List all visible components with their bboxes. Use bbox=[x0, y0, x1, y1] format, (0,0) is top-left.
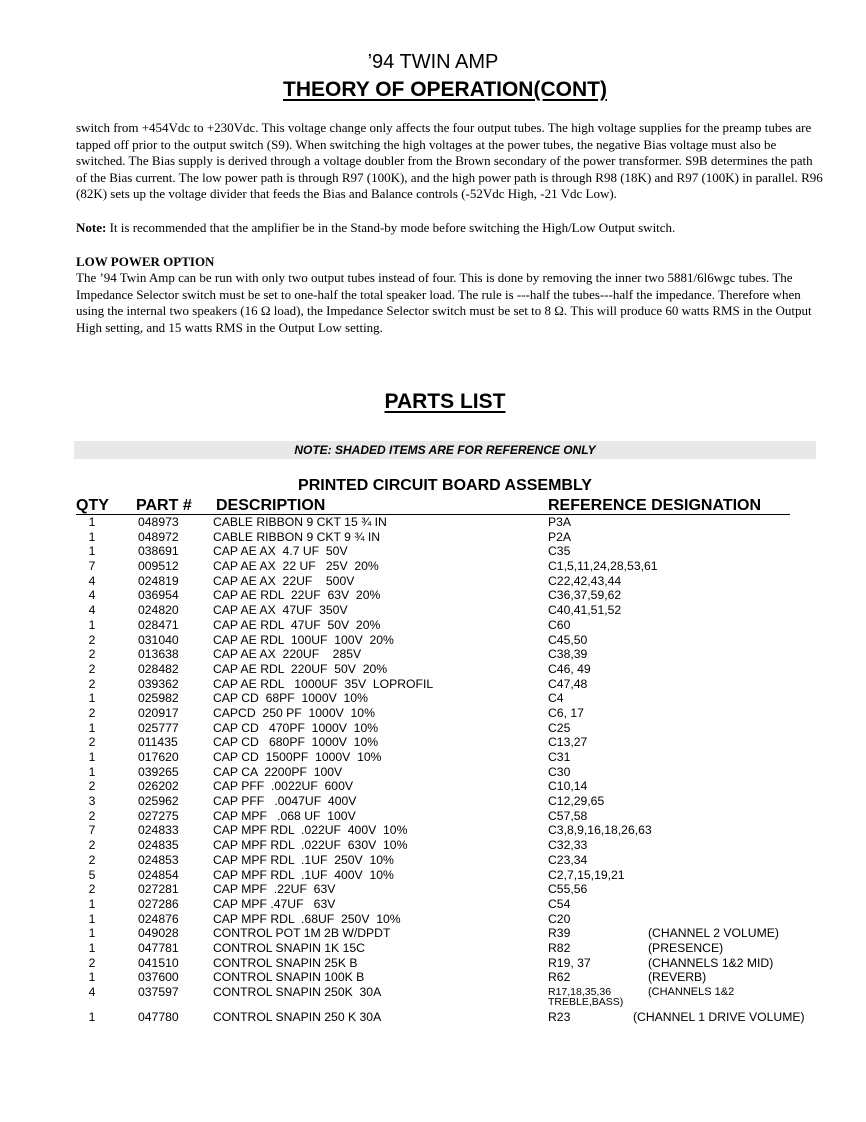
part-number-cell: 017620 bbox=[138, 750, 179, 764]
table-row bbox=[0, 882, 866, 897]
qty-cell: 2 bbox=[88, 676, 96, 691]
reference-cell: C6, 17 bbox=[548, 705, 584, 720]
table-row bbox=[0, 809, 866, 824]
qty-cell: 2 bbox=[88, 852, 96, 867]
table-row bbox=[0, 956, 866, 971]
table-row bbox=[0, 559, 866, 574]
qty-cell: 4 bbox=[88, 588, 96, 603]
reference-cell: R19, 37 bbox=[548, 955, 591, 970]
qty-cell: 2 bbox=[88, 705, 96, 720]
qty-cell: 1 bbox=[88, 970, 96, 985]
qty-cell: 1 bbox=[88, 529, 96, 544]
reference-cell: R17,18,35,36 bbox=[548, 986, 612, 998]
qty-cell: 2 bbox=[88, 647, 96, 662]
part-number-cell: 049028 bbox=[138, 926, 179, 941]
reference-cell: R82 bbox=[548, 940, 571, 955]
part-number-cell: 027286 bbox=[138, 896, 179, 911]
table-row bbox=[0, 823, 866, 838]
table-row bbox=[0, 779, 866, 794]
table-row bbox=[0, 544, 866, 559]
theory-paragraph: switch from +454Vdc to +230Vdc. This voltage change only affects the four output tubes. The high voltage supplies for the preamp tubes are tapped off prior to the output switch (S9). When switching the high voltages at the power tubes, the negative Bias voltage must also be switched. The Bias supply is derived through a voltage doubler from the Brown secondary of the power transformer. S9B determines the path of the Bias current. The low power path is through R97 (100K), and the high power path is through R98 (18K) and R97 (100K) in parallel. R96 (82K) sets up the voltage divider that feeds the Bias and Balance controls (-52Vdc High, -21 Vdc Low). bbox=[76, 120, 823, 202]
part-number-cell: 047780 bbox=[138, 1010, 179, 1024]
part-number-cell: 027275 bbox=[138, 808, 179, 823]
table-row bbox=[0, 868, 866, 883]
reference-cell: P2A bbox=[548, 529, 572, 544]
reference-column-header: REFERENCE DESIGNATION bbox=[548, 497, 762, 514]
note-label: Note: bbox=[76, 220, 107, 235]
qty-cell: 4 bbox=[88, 603, 96, 618]
qty-cell: 1 bbox=[88, 926, 96, 941]
description-cell: CABLE RIBBON 9 CKT 15 ¾ IN bbox=[213, 515, 387, 529]
document-subtitle: THEORY OF OPERATION(CONT) bbox=[283, 78, 607, 101]
parts-list-title: PARTS LIST bbox=[384, 390, 506, 413]
description-cell: CAP AE AX 22 UF 25V 20% bbox=[213, 559, 379, 574]
reference-cell: R62 bbox=[548, 970, 571, 985]
reference-note-cell: (PRESENCE) bbox=[648, 940, 724, 955]
table-row bbox=[0, 750, 866, 765]
qty-cell: 1 bbox=[88, 750, 96, 764]
description-cell: CAP MPF RDL .022UF 400V 10% bbox=[213, 823, 408, 838]
qty-cell: 2 bbox=[88, 838, 96, 853]
description-cell: CONTROL SNAPIN 250 K 30A bbox=[213, 1010, 382, 1024]
description-cell: CAP AE AX 4.7 UF 50V bbox=[213, 544, 348, 559]
reference-cell: C4 bbox=[548, 691, 564, 706]
qty-cell: 2 bbox=[88, 735, 96, 750]
description-cell: CONTROL SNAPIN 1K 15C bbox=[213, 940, 365, 955]
qty-cell: 3 bbox=[88, 794, 96, 809]
table-row bbox=[0, 897, 866, 912]
table-row bbox=[0, 691, 866, 706]
part-number-cell: 039362 bbox=[138, 676, 179, 691]
part-number-cell: 024819 bbox=[138, 573, 179, 588]
reference-cell: C20 bbox=[548, 911, 571, 926]
table-row bbox=[0, 765, 866, 780]
description-cell: CAP AE AX 220UF 285V bbox=[213, 647, 362, 662]
description-cell: CONTROL SNAPIN 100K B bbox=[213, 970, 365, 985]
part-number-cell: 037597 bbox=[138, 985, 179, 999]
description-column-header: DESCRIPTION bbox=[216, 497, 326, 514]
description-cell: CONTROL SNAPIN 25K B bbox=[213, 955, 358, 970]
qty-cell: 2 bbox=[88, 661, 96, 676]
reference-cell: C13,27 bbox=[548, 735, 588, 750]
description-cell: CAP AE AX 47UF 350V bbox=[213, 603, 348, 618]
reference-cell: C47,48 bbox=[548, 676, 588, 691]
description-cell: CAP AE RDL 220UF 50V 20% bbox=[213, 661, 388, 676]
qty-cell: 2 bbox=[88, 808, 96, 823]
reference-note-cell: (CHANNELS 1&2 MID) bbox=[648, 955, 774, 970]
reference-note-cell: (CHANNEL 1 DRIVE VOLUME) bbox=[633, 1010, 805, 1024]
note-text: It is recommended that the amplifier be in the Stand-by mode before switching the High/Low Output switch. bbox=[106, 220, 676, 235]
qty-cell: 1 bbox=[88, 691, 96, 706]
qty-cell: 2 bbox=[88, 955, 96, 970]
table-row bbox=[0, 794, 866, 809]
description-cell: CAP CD 68PF 1000V 10% bbox=[213, 691, 368, 706]
reference-cell: R39 bbox=[548, 926, 571, 941]
reference-cell: C10,14 bbox=[548, 779, 588, 794]
reference-cell: C60 bbox=[548, 617, 571, 632]
table-row bbox=[0, 706, 866, 721]
part-number-cell: 048972 bbox=[138, 529, 179, 544]
description-cell: CONTROL POT 1M 2B W/DPDT bbox=[213, 926, 391, 941]
description-cell: CAP CD 680PF 1000V 10% bbox=[213, 735, 379, 750]
description-cell: CAP PFF .0047UF 400V bbox=[213, 794, 357, 809]
table-row bbox=[0, 721, 866, 736]
reference-cell: C31 bbox=[548, 750, 571, 764]
part-number-cell: 025962 bbox=[138, 794, 179, 809]
part-number-cell: 024853 bbox=[138, 852, 179, 867]
reference-cell: C32,33 bbox=[548, 838, 588, 853]
reference-cell: C36,37,59,62 bbox=[548, 588, 622, 603]
table-row bbox=[0, 970, 866, 985]
part-number-cell: 011435 bbox=[138, 735, 178, 750]
description-cell: CAP MPF RDL .1UF 250V 10% bbox=[213, 852, 394, 867]
reference-cell: C12,29,65 bbox=[548, 794, 605, 809]
table-row bbox=[0, 662, 866, 677]
qty-cell: 2 bbox=[88, 632, 96, 647]
description-cell: CAP AE RDL 100UF 100V 20% bbox=[213, 632, 394, 647]
part-number-cell: 025982 bbox=[138, 691, 179, 706]
description-cell: CABLE RIBBON 9 CKT 9 ¾ IN bbox=[213, 529, 381, 544]
table-row bbox=[0, 588, 866, 603]
reference-cell: C22,42,43,44 bbox=[548, 573, 622, 588]
description-cell: CAP MPF RDL .022UF 630V 10% bbox=[213, 838, 408, 853]
description-cell: CAP MPF RDL .1UF 400V 10% bbox=[213, 867, 394, 882]
qty-cell: 7 bbox=[88, 559, 96, 574]
qty-cell: 1 bbox=[88, 617, 96, 632]
table-row bbox=[0, 677, 866, 692]
description-cell: CAP PFF .0022UF 600V bbox=[213, 779, 353, 794]
part-number-cell: 027281 bbox=[138, 882, 179, 897]
low-power-paragraph: The ’94 Twin Amp can be run with only two output tubes instead of four. This is done by removing the inner two 5881/6l6wgc tubes. The Impedance Selector switch must be set to one-half the total speaker load. The rule is ---half the tubes---half the impedance. Therefore when using the internal two speakers (16 Ω load), the Impedance Selector switch must be set to 8 Ω. This will produce 60 watts RMS in the Output High setting, and 15 watts RMS in the Output Low setting. bbox=[76, 270, 812, 335]
table-row bbox=[0, 603, 866, 618]
reference-cell: C23,34 bbox=[548, 852, 588, 867]
description-cell: CAP CA 2200PF 100V bbox=[213, 764, 343, 779]
description-cell: CAP AE RDL 47UF 50V 20% bbox=[213, 617, 381, 632]
reference-cell: C57,58 bbox=[548, 808, 588, 823]
qty-cell: 7 bbox=[88, 823, 96, 838]
description-cell: CAP MPF RDL .68UF 250V 10% bbox=[213, 911, 401, 926]
part-number-cell: 009512 bbox=[138, 559, 179, 574]
description-cell: CAP CD 1500PF 1000V 10% bbox=[213, 750, 382, 764]
document-title: ’94 TWIN AMP bbox=[367, 51, 499, 73]
table-row bbox=[0, 853, 866, 868]
part-number-cell: 028471 bbox=[138, 617, 179, 632]
description-cell: CAP AE AX 22UF 500V bbox=[213, 573, 355, 588]
reference-cell: C30 bbox=[548, 764, 571, 779]
reference-cell: C54 bbox=[548, 896, 571, 911]
part-number-cell: 048973 bbox=[138, 515, 179, 529]
part-number-cell: 024835 bbox=[138, 838, 179, 853]
note-paragraph bbox=[76, 220, 826, 237]
reference-cell: C35 bbox=[548, 544, 571, 559]
reference-note-cell: (CHANNELS 1&2 bbox=[648, 986, 735, 998]
table-row bbox=[0, 574, 866, 589]
qty-cell: 1 bbox=[88, 911, 96, 926]
description-cell: CONTROL SNAPIN 250K 30A bbox=[213, 985, 382, 999]
table-row bbox=[0, 647, 866, 662]
part-number-cell: 028482 bbox=[138, 661, 179, 676]
reference-cell: C25 bbox=[548, 720, 571, 735]
part-number-cell: 036954 bbox=[138, 588, 179, 603]
part-number-cell: 024876 bbox=[138, 911, 179, 926]
table-row bbox=[0, 941, 866, 956]
description-cell: CAP MPF .22UF 63V bbox=[213, 882, 336, 897]
part-number-cell: 038691 bbox=[138, 544, 179, 559]
reference-cell: R23 bbox=[548, 1010, 571, 1024]
part-number-cell: 047781 bbox=[138, 940, 179, 955]
reference-cell: C55,56 bbox=[548, 882, 588, 897]
part-number-cell: 039265 bbox=[138, 764, 179, 779]
reference-cell: C45,50 bbox=[548, 632, 588, 647]
table-row bbox=[0, 530, 866, 545]
qty-cell: 5 bbox=[88, 867, 96, 882]
reference-cell-line2: TREBLE,BASS) bbox=[548, 996, 624, 1008]
reference-cell: P3A bbox=[548, 515, 572, 529]
part-number-cell: 024833 bbox=[138, 823, 179, 838]
description-cell: CAP CD 470PF 1000V 10% bbox=[213, 720, 379, 735]
qty-cell: 1 bbox=[88, 544, 96, 559]
part-number-cell: 031040 bbox=[138, 632, 179, 647]
qty-cell: 2 bbox=[88, 882, 96, 897]
qty-column-header: QTY bbox=[76, 497, 109, 514]
qty-cell: 1 bbox=[88, 515, 96, 529]
reference-cell: C2,7,15,19,21 bbox=[548, 867, 625, 882]
part-number-cell: 024820 bbox=[138, 603, 179, 618]
description-cell: CAP AE RDL 22UF 63V 20% bbox=[213, 588, 381, 603]
part-number-cell: 024854 bbox=[138, 867, 179, 882]
qty-cell: 1 bbox=[88, 896, 96, 911]
part-number-cell: 013638 bbox=[138, 647, 179, 662]
section-title: PRINTED CIRCUIT BOARD ASSEMBLY bbox=[298, 477, 592, 494]
table-row bbox=[0, 633, 866, 648]
parts-table bbox=[0, 515, 866, 1025]
description-cell: CAPCD 250 PF 1000V 10% bbox=[213, 705, 375, 720]
reference-cell: C3,8,9,16,18,26,63 bbox=[548, 823, 652, 838]
reference-cell: C46, 49 bbox=[548, 661, 591, 676]
low-power-heading: LOW POWER OPTION bbox=[76, 254, 215, 269]
table-row bbox=[0, 912, 866, 927]
part-number-cell: 041510 bbox=[138, 955, 179, 970]
reference-cell: C40,41,51,52 bbox=[548, 603, 622, 618]
qty-cell: 1 bbox=[88, 720, 96, 735]
part-column-header: PART # bbox=[136, 497, 192, 514]
qty-cell: 2 bbox=[88, 779, 96, 794]
table-row bbox=[0, 926, 866, 941]
qty-cell: 1 bbox=[88, 1010, 96, 1024]
part-number-cell: 037600 bbox=[138, 970, 179, 985]
qty-cell: 1 bbox=[88, 940, 96, 955]
part-number-cell: 025777 bbox=[138, 720, 179, 735]
table-row bbox=[0, 1010, 866, 1025]
reference-cell: C38,39 bbox=[548, 647, 588, 662]
table-row bbox=[0, 618, 866, 633]
table-row bbox=[0, 985, 866, 1010]
reference-note: NOTE: SHADED ITEMS ARE FOR REFERENCE ONLY bbox=[294, 443, 596, 457]
description-cell: CAP MPF .47UF 63V bbox=[213, 896, 336, 911]
reference-note-cell: (REVERB) bbox=[648, 970, 707, 985]
table-row bbox=[0, 735, 866, 750]
reference-cell: C1,5,11,24,28,53,61 bbox=[548, 559, 658, 574]
table-row bbox=[0, 838, 866, 853]
part-number-cell: 026202 bbox=[138, 779, 179, 794]
description-cell: CAP AE RDL 1000UF 35V LOPROFIL bbox=[213, 676, 434, 691]
qty-cell: 1 bbox=[88, 764, 96, 779]
qty-cell: 4 bbox=[88, 573, 96, 588]
reference-note-cell: (CHANNEL 2 VOLUME) bbox=[648, 926, 779, 941]
qty-cell: 4 bbox=[88, 985, 96, 999]
part-number-cell: 020917 bbox=[138, 705, 179, 720]
table-row bbox=[0, 515, 866, 530]
description-cell: CAP MPF .068 UF 100V bbox=[213, 808, 356, 823]
